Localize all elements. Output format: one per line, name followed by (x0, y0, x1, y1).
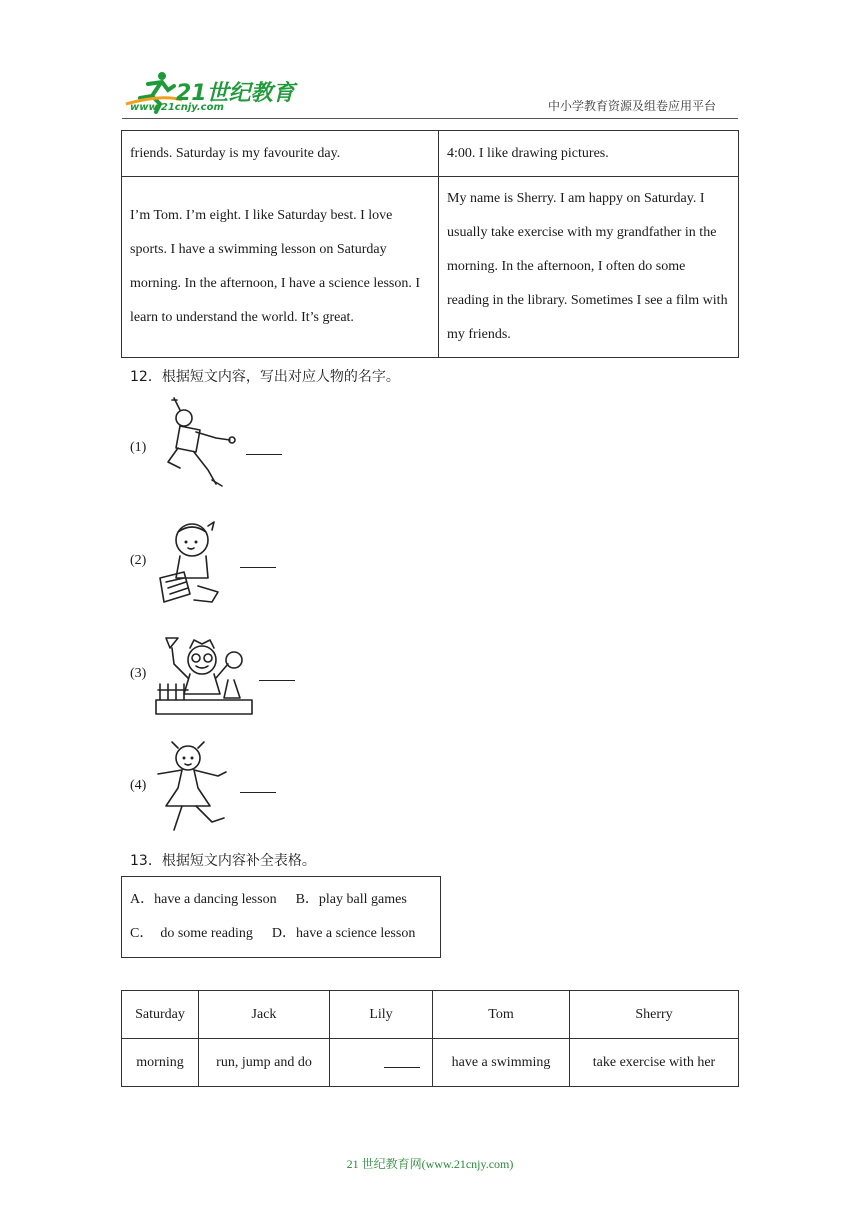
question-12-title: 12．根据短文内容，写出对应人物的名字。 (130, 369, 400, 385)
dancing-girl-icon (152, 736, 232, 836)
jumping-boy-icon (160, 396, 240, 492)
table-header-row (122, 991, 739, 1039)
table-cell: have a swimming (433, 1039, 570, 1087)
table-header: Lily (330, 991, 433, 1039)
options-cell (122, 877, 441, 958)
options-box (121, 876, 441, 958)
logo-title: 21世纪教育 (176, 81, 295, 106)
answer-blank-lily[interactable] (384, 1053, 420, 1068)
item-label: (2) (130, 553, 147, 568)
passage-sherry: My name is Sherry. I am happy on Saturday. I usually take exercise with my grandfather in the morning. In the afternoon, I often do some reading in the library. Sometimes I see a film with my friends. (439, 177, 739, 358)
table-header: Sherry (570, 991, 739, 1039)
passage-cell: 4:00. I like drawing pictures. (439, 131, 739, 177)
table-header: Tom (433, 991, 570, 1039)
passage-cell: friends. Saturday is my favourite day. (122, 131, 439, 177)
table-cell-blank[interactable] (330, 1039, 433, 1087)
schedule-table (121, 990, 739, 1087)
answer-blank-4[interactable] (240, 778, 276, 793)
passage-row (122, 177, 739, 358)
reading-girl-icon (154, 516, 230, 608)
passage-row (122, 131, 739, 177)
table-cell: run, jump and do (199, 1039, 330, 1087)
table-cell: take exercise with her (570, 1039, 739, 1087)
item-label: (1) (130, 440, 147, 455)
answer-blank-1[interactable] (246, 440, 282, 455)
item-label: (3) (130, 666, 147, 681)
option-d: D．have a science lesson (271, 926, 416, 941)
options-line-1 (130, 883, 432, 917)
table-header: Jack (199, 991, 330, 1039)
options-line-2 (130, 917, 432, 951)
answer-blank-3[interactable] (259, 666, 295, 681)
passage-tom: I’m Tom. I’m eight. I like Saturday best. I love sports. I have a swimming lesson on Saturday morning. In the afternoon, I have a science lesson. I learn to understand the world. It’s great. (122, 177, 439, 358)
option-a: A．have a dancing lesson (130, 892, 277, 907)
table-header: Saturday (122, 991, 199, 1039)
option-b: B．play ball games (295, 892, 407, 907)
answer-blank-2[interactable] (240, 553, 276, 568)
header-divider (122, 118, 738, 119)
table-cell: morning (122, 1039, 199, 1087)
footer-text: 21 世纪教育网(www.21cnjy.com) (346, 1157, 514, 1171)
item-label: (4) (130, 778, 147, 793)
scientist-icon (154, 634, 254, 720)
option-c: C． do some reading (130, 926, 253, 941)
passages-table (121, 130, 739, 358)
question-13-title: 13．根据短文内容补全表格。 (130, 853, 316, 869)
platform-tagline: 中小学教育资源及组卷应用平台 (548, 99, 717, 113)
logo-url: www.21cnjy.com (130, 102, 224, 113)
table-row (122, 1039, 739, 1087)
